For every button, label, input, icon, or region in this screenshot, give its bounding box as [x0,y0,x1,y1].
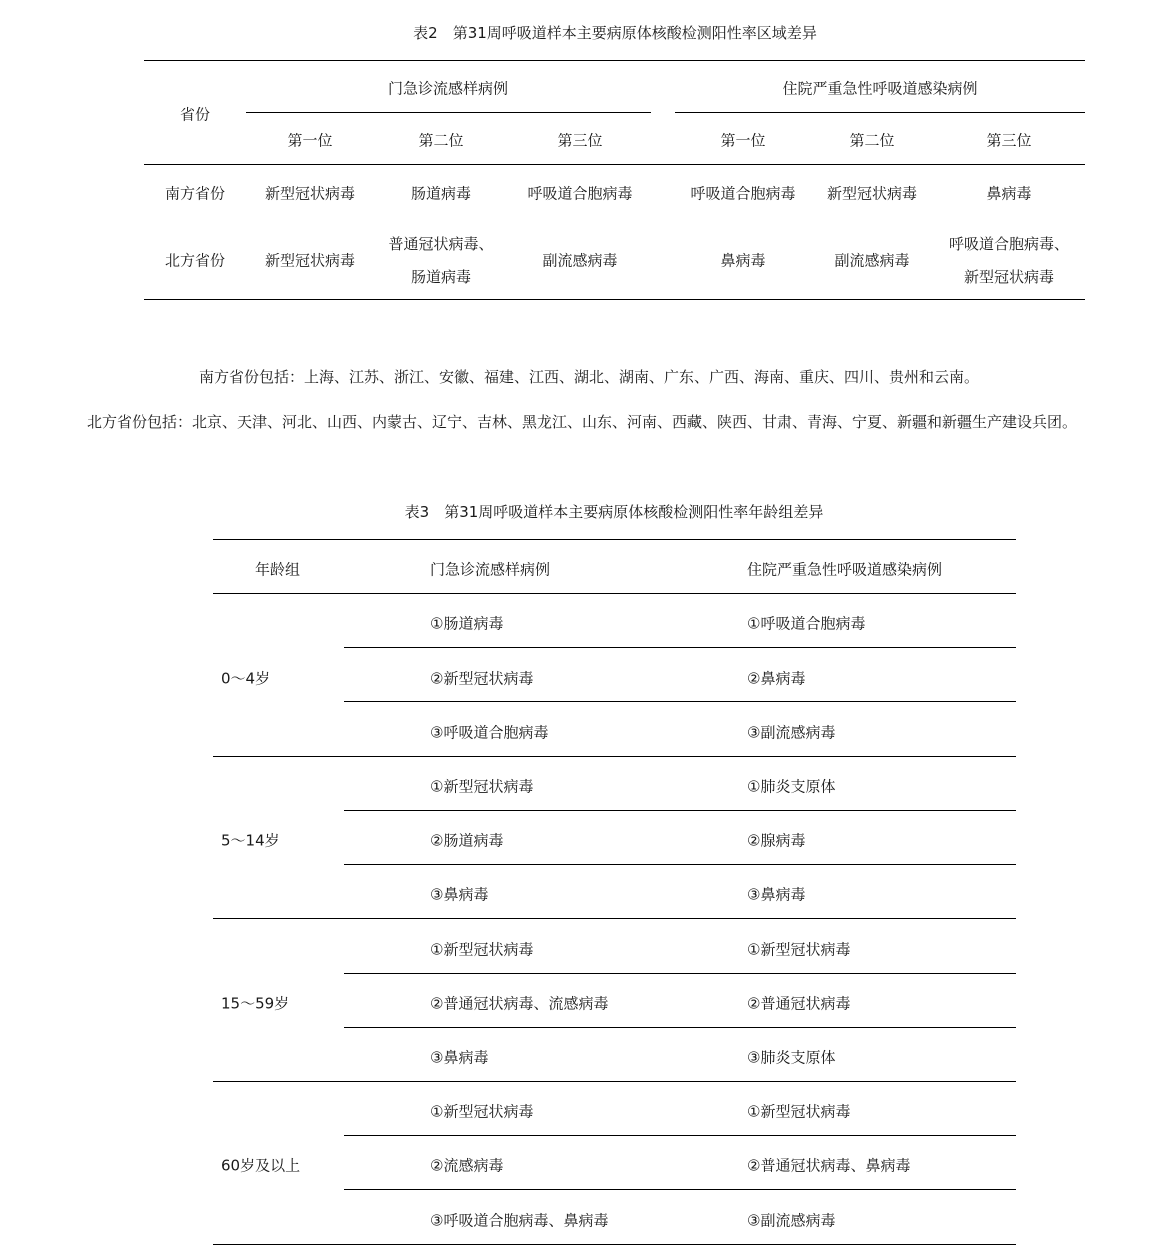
table3-outpatient-item: ②流感病毒 [430,1156,504,1175]
table2-cell: 新型冠状病毒 [264,251,356,270]
table3-inpatient-item: ②普通冠状病毒 [747,994,851,1013]
table3-inpatient-item: ③肺炎支原体 [747,1048,836,1067]
table2-cell: 呼吸道合胞病毒、 新型冠状病毒 [948,235,1070,286]
table2-group-inpatient: 住院严重急性呼吸道感染病例 [782,79,978,98]
table2-cell: 普通冠状病毒、 肠道病毒 [388,235,494,286]
table3-row-rule [344,1027,1016,1028]
table2-bottom-rule [144,299,1085,300]
table3-age-group: 60岁及以上 [221,1156,301,1175]
table3-header-inpatient: 住院严重急性呼吸道感染病例 [747,560,943,579]
table3-outpatient-item: ①新型冠状病毒 [430,777,534,796]
table3-row-rule [344,701,1016,702]
table3-inpatient-item: ③副流感病毒 [747,1211,836,1230]
table3-outpatient-item: ②肠道病毒 [430,831,504,850]
table2-rank-header: 第二位 [418,131,464,150]
table2-group-outpatient: 门急诊流感样病例 [387,79,509,98]
table3-inpatient-item: ②普通冠状病毒、鼻病毒 [747,1156,911,1175]
table3-outpatient-item: ③鼻病毒 [430,885,489,904]
note-south-provinces: 南方省份包括：上海、江苏、浙江、安徽、福建、江西、湖北、湖南、广东、广西、海南、重庆、四川、贵州和云南。 [199,368,980,386]
table3-group-rule [213,756,1016,757]
table3-header-age: 年龄组 [255,560,301,579]
table3-age-group: 15～59岁 [221,994,290,1013]
table3-outpatient-item: ①新型冠状病毒 [430,940,534,959]
note-north-provinces: 北方省份包括：北京、天津、河北、山西、内蒙古、辽宁、吉林、黑龙江、山东、河南、西藏、陕西、甘肃、青海、宁夏、新疆和新疆生产建设兵团。 [87,413,1078,431]
table2-header-rule [144,164,1085,165]
table3-outpatient-item: ②普通冠状病毒、流感病毒 [430,994,609,1013]
table2-top-rule [144,60,1085,61]
table2-rank-header: 第三位 [986,131,1032,150]
table3-row-rule [344,647,1016,648]
table2-rank-header: 第三位 [557,131,603,150]
table3-outpatient-item: ③鼻病毒 [430,1048,489,1067]
table3-caption: 表3 第31周呼吸道样本主要病原体核酸检测阳性率年龄组差异 [404,503,824,521]
table3-inpatient-item: ③副流感病毒 [747,723,836,742]
table3-group-rule [213,1081,1016,1082]
table3-inpatient-item: ③鼻病毒 [747,885,806,904]
table3-group-rule [213,918,1016,919]
table3-inpatient-item: ①新型冠状病毒 [747,1102,851,1121]
table3-outpatient-item: ③呼吸道合胞病毒、鼻病毒 [430,1211,609,1230]
table2-province-header: 省份 [179,105,211,124]
table2-province: 北方省份 [164,251,226,270]
table2-cell: 鼻病毒 [986,184,1032,203]
table3-inpatient-item: ②鼻病毒 [747,669,806,688]
table3-row-rule [344,1189,1016,1190]
table2-rank-header: 第一位 [720,131,766,150]
table3-header-outpatient: 门急诊流感样病例 [430,560,551,579]
table3-inpatient-item: ①新型冠状病毒 [747,940,851,959]
table3-age-group: 0～4岁 [221,669,271,688]
table2-group-rule-outpatient [246,112,651,113]
table3-header-rule [213,593,1016,594]
table3-row-rule [344,1135,1016,1136]
table2-cell: 新型冠状病毒 [264,184,356,203]
table2-group-rule-inpatient [675,112,1085,113]
table3-outpatient-item: ①肠道病毒 [430,614,504,633]
table3-row-rule [344,810,1016,811]
table2-cell: 副流感病毒 [834,251,910,270]
table2-cell: 肠道病毒 [410,184,472,203]
table3-bottom-rule [213,1244,1016,1245]
table2-caption: 表2 第31周呼吸道样本主要病原体核酸检测阳性率区域差异 [413,24,817,42]
table3-row-rule [344,973,1016,974]
table2-cell: 呼吸道合胞病毒 [527,184,633,203]
table2-province: 南方省份 [164,184,226,203]
table3-outpatient-item: ③呼吸道合胞病毒 [430,723,549,742]
table3-age-group: 5～14岁 [221,831,280,850]
table3-inpatient-item: ②腺病毒 [747,831,806,850]
table3-outpatient-item: ②新型冠状病毒 [430,669,534,688]
table2-rank-header: 第一位 [287,131,333,150]
table2-cell: 鼻病毒 [720,251,766,270]
table3-row-rule [344,864,1016,865]
table2-cell: 呼吸道合胞病毒 [690,184,796,203]
table3-outpatient-item: ①新型冠状病毒 [430,1102,534,1121]
table2-rank-header: 第二位 [849,131,895,150]
table3-inpatient-item: ①肺炎支原体 [747,777,836,796]
table3-inpatient-item: ①呼吸道合胞病毒 [747,614,866,633]
table2-cell: 副流感病毒 [542,251,618,270]
table3-top-rule [213,539,1016,540]
table2-cell: 新型冠状病毒 [826,184,918,203]
